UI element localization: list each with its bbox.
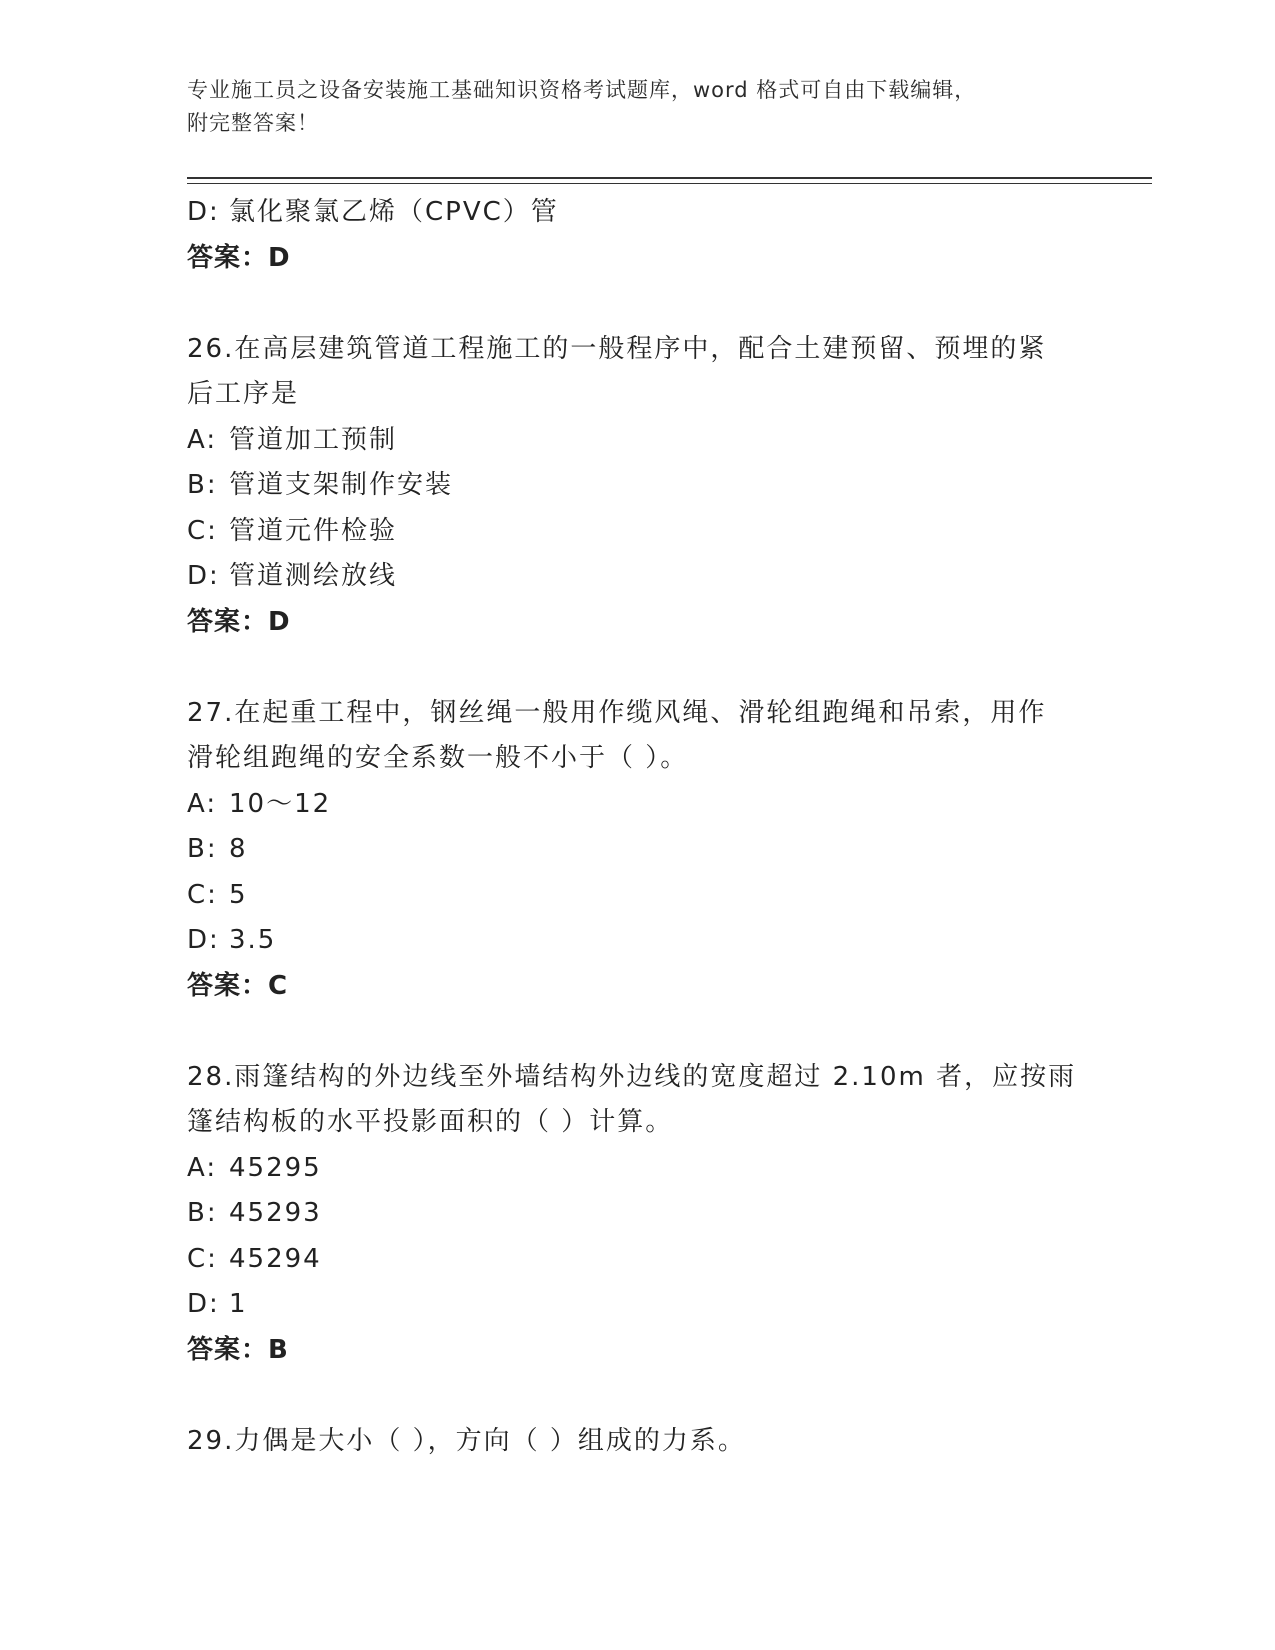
- option-key: D:: [187, 197, 220, 227]
- header-divider-thin: [187, 183, 1152, 184]
- option-key: D:: [187, 1289, 220, 1319]
- header-divider-thick: [187, 177, 1152, 179]
- spacer: [187, 281, 1087, 327]
- question-27: [187, 691, 1087, 1010]
- option-a: [187, 418, 1087, 464]
- option-d: [187, 918, 1087, 964]
- option-text: 45294: [229, 1243, 322, 1274]
- question-text-line-1: 26.在高层建筑管道工程施工的一般程序中，配合土建预留、预埋的紧: [187, 333, 1047, 364]
- question-list: [187, 190, 1087, 1464]
- option-key: B:: [187, 834, 218, 864]
- question-text-line-1: 29.力偶是大小（ ），方向（ ）组成的力系。: [187, 1425, 746, 1456]
- option-key: C:: [187, 1243, 218, 1274]
- option-text: 3.5: [229, 925, 277, 955]
- option-key: A:: [187, 424, 218, 455]
- option-key: D:: [187, 925, 220, 955]
- option-text: 5: [229, 879, 248, 910]
- option-c: [187, 1237, 1087, 1283]
- header-line-1: 专业施工员之设备安装施工基础知识资格考试题库，word 格式可自由下载编辑，: [187, 78, 977, 102]
- option-key: B:: [187, 470, 218, 500]
- option-text: 1: [229, 1289, 248, 1319]
- option-text: 管道测绘放线: [229, 561, 398, 591]
- option-key: D:: [187, 561, 220, 591]
- answer-line: 答案：B: [187, 1334, 289, 1365]
- option-d: [187, 190, 1087, 236]
- question-text-line-2: 后工序是: [187, 379, 300, 409]
- option-text: 45293: [229, 1198, 322, 1228]
- answer-line: 答案：D: [187, 606, 291, 637]
- option-text: 8: [229, 834, 248, 864]
- option-text: 氯化聚氯乙烯（CPVC）管: [229, 197, 559, 227]
- option-c: [187, 873, 1087, 919]
- spacer: [187, 1009, 1087, 1055]
- option-text: 管道支架制作安装: [229, 470, 454, 500]
- spacer: [187, 645, 1087, 691]
- document-header: [187, 74, 1067, 140]
- option-key: C:: [187, 879, 218, 910]
- question-text-line-1: 27.在起重工程中，钢丝绳一般用作缆风绳、滑轮组跑绳和吊索，用作: [187, 697, 1047, 728]
- option-b: [187, 463, 1087, 509]
- option-a: [187, 782, 1087, 828]
- option-text: 管道元件检验: [229, 515, 398, 546]
- question-text-line-1: 28.雨篷结构的外边线至外墙结构外边线的宽度超过 2.10m 者，应按雨: [187, 1061, 1077, 1092]
- option-d: [187, 554, 1087, 600]
- option-key: C:: [187, 515, 218, 546]
- answer-line: 答案：D: [187, 242, 291, 273]
- question-text-line-2: 篷结构板的水平投影面积的（ ）计算。: [187, 1107, 674, 1137]
- answer-line: 答案：C: [187, 970, 289, 1001]
- question-26: [187, 327, 1087, 646]
- header-line-2: 附完整答案！: [187, 111, 319, 135]
- option-text: 45295: [229, 1152, 322, 1183]
- option-a: [187, 1146, 1087, 1192]
- option-key: A:: [187, 788, 218, 819]
- question-28: [187, 1055, 1087, 1374]
- option-c: [187, 509, 1087, 555]
- option-key: A:: [187, 1152, 218, 1183]
- option-text: 10～12: [229, 788, 332, 819]
- option-b: [187, 1191, 1087, 1237]
- option-key: B:: [187, 1198, 218, 1228]
- spacer: [187, 1373, 1087, 1419]
- option-b: [187, 827, 1087, 873]
- option-text: 管道加工预制: [229, 424, 398, 455]
- question-29: [187, 1419, 1087, 1465]
- option-d: [187, 1282, 1087, 1328]
- question-text-line-2: 滑轮组跑绳的安全系数一般不小于（ ）。: [187, 743, 689, 773]
